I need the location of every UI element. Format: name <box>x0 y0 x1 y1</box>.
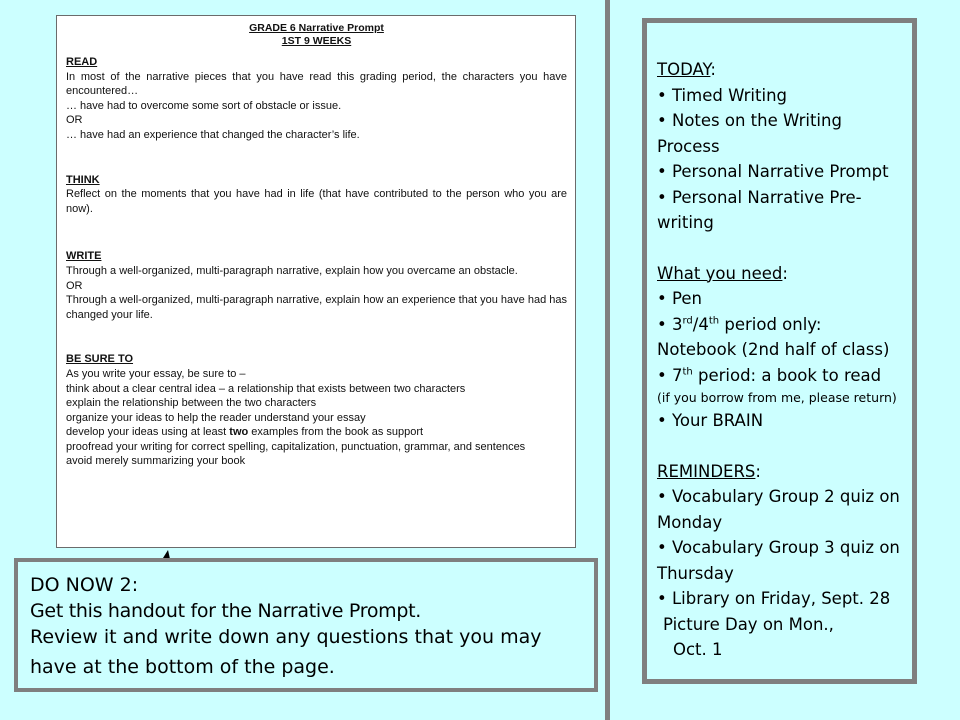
read-option-2: … have had an experience that changed the character’s life. <box>66 128 360 141</box>
be-sure-item: develop your ideas using at least two examples from the book as support <box>66 426 424 439</box>
be-sure-item: organize your ideas to help the reader understand your essay <box>66 411 366 424</box>
reminder-item: Oct. 1 <box>673 640 723 659</box>
handout-subtitle: 1ST 9 WEEKS <box>281 35 352 47</box>
be-sure-heading: BE SURE TO <box>66 353 134 366</box>
do-now-box <box>14 558 598 692</box>
agenda-item: • Personal Narrative Prompt <box>657 162 889 181</box>
need-note: (if you borrow from me, please return) <box>657 390 897 405</box>
be-sure-item: explain the relationship between the two characters <box>66 397 317 410</box>
be-sure-intro: As you write your essay, be sure to – <box>66 367 246 380</box>
write-option-1: Through a well-organized, multi-paragraph narrative, explain how you overcame an obstacle. <box>66 264 518 277</box>
agenda-item: • Notes on the Writing Process <box>657 111 842 156</box>
do-now-line: Review it and write down any questions that you may <box>30 626 542 648</box>
what-you-need-heading: What you need: <box>657 263 788 283</box>
write-or: OR <box>66 279 83 292</box>
be-sure-item: avoid merely summarizing your book <box>66 455 246 468</box>
need-item: • Pen <box>657 289 702 308</box>
do-now-line: Get this handout for the Narrative Prompt. <box>30 600 422 622</box>
need-item: • 7th period: a book to read <box>657 365 882 385</box>
reminders-heading: REMINDERS: <box>657 461 761 481</box>
read-or: OR <box>66 114 83 127</box>
be-sure-item: think about a clear central idea – a relationship that exists between two characters <box>66 382 466 395</box>
reminder-item: • Vocabulary Group 3 quiz on Thursday <box>657 538 900 583</box>
vertical-divider <box>605 0 610 720</box>
read-heading: READ <box>66 56 98 68</box>
reminder-item: Picture Day on Mon., <box>663 614 834 634</box>
need-item: • Your BRAIN <box>657 411 764 430</box>
narrative-prompt-handout <box>56 15 576 548</box>
do-now-line: have at the bottom of the page. <box>30 656 335 678</box>
think-heading: THINK <box>66 173 100 186</box>
read-text: In most of the narrative pieces that you have read this grading period, the characters you have encountered… <box>66 70 567 98</box>
agenda-item: • Personal Narrative Pre-writing <box>657 187 862 232</box>
today-heading: TODAY: <box>657 60 716 79</box>
read-option-1: … have had to overcome some sort of obstacle or issue. <box>66 99 342 112</box>
write-heading: WRITE <box>66 250 102 263</box>
reminder-item: • Vocabulary Group 2 quiz on Monday <box>657 487 900 532</box>
agenda-panel <box>642 18 917 684</box>
think-text: Reflect on the moments that you have had in life (that have contributed to the person who you are now). <box>66 188 567 215</box>
be-sure-item: proofread your writing for correct spelling, capitalization, punctuation, grammar, and sentences <box>66 440 526 453</box>
reminder-item: • Library on Friday, Sept. 28 <box>657 589 891 608</box>
do-now-title: DO NOW 2: <box>30 574 139 596</box>
need-item: • 3rd/4th period only: Notebook (2nd half of class) <box>657 314 890 359</box>
agenda-item: • Timed Writing <box>657 85 788 105</box>
handout-title: GRADE 6 Narrative Prompt <box>249 22 384 34</box>
write-option-2: Through a well-organized, multi-paragraph narrative, explain how an experience that you have had has changed your life. <box>66 294 567 321</box>
